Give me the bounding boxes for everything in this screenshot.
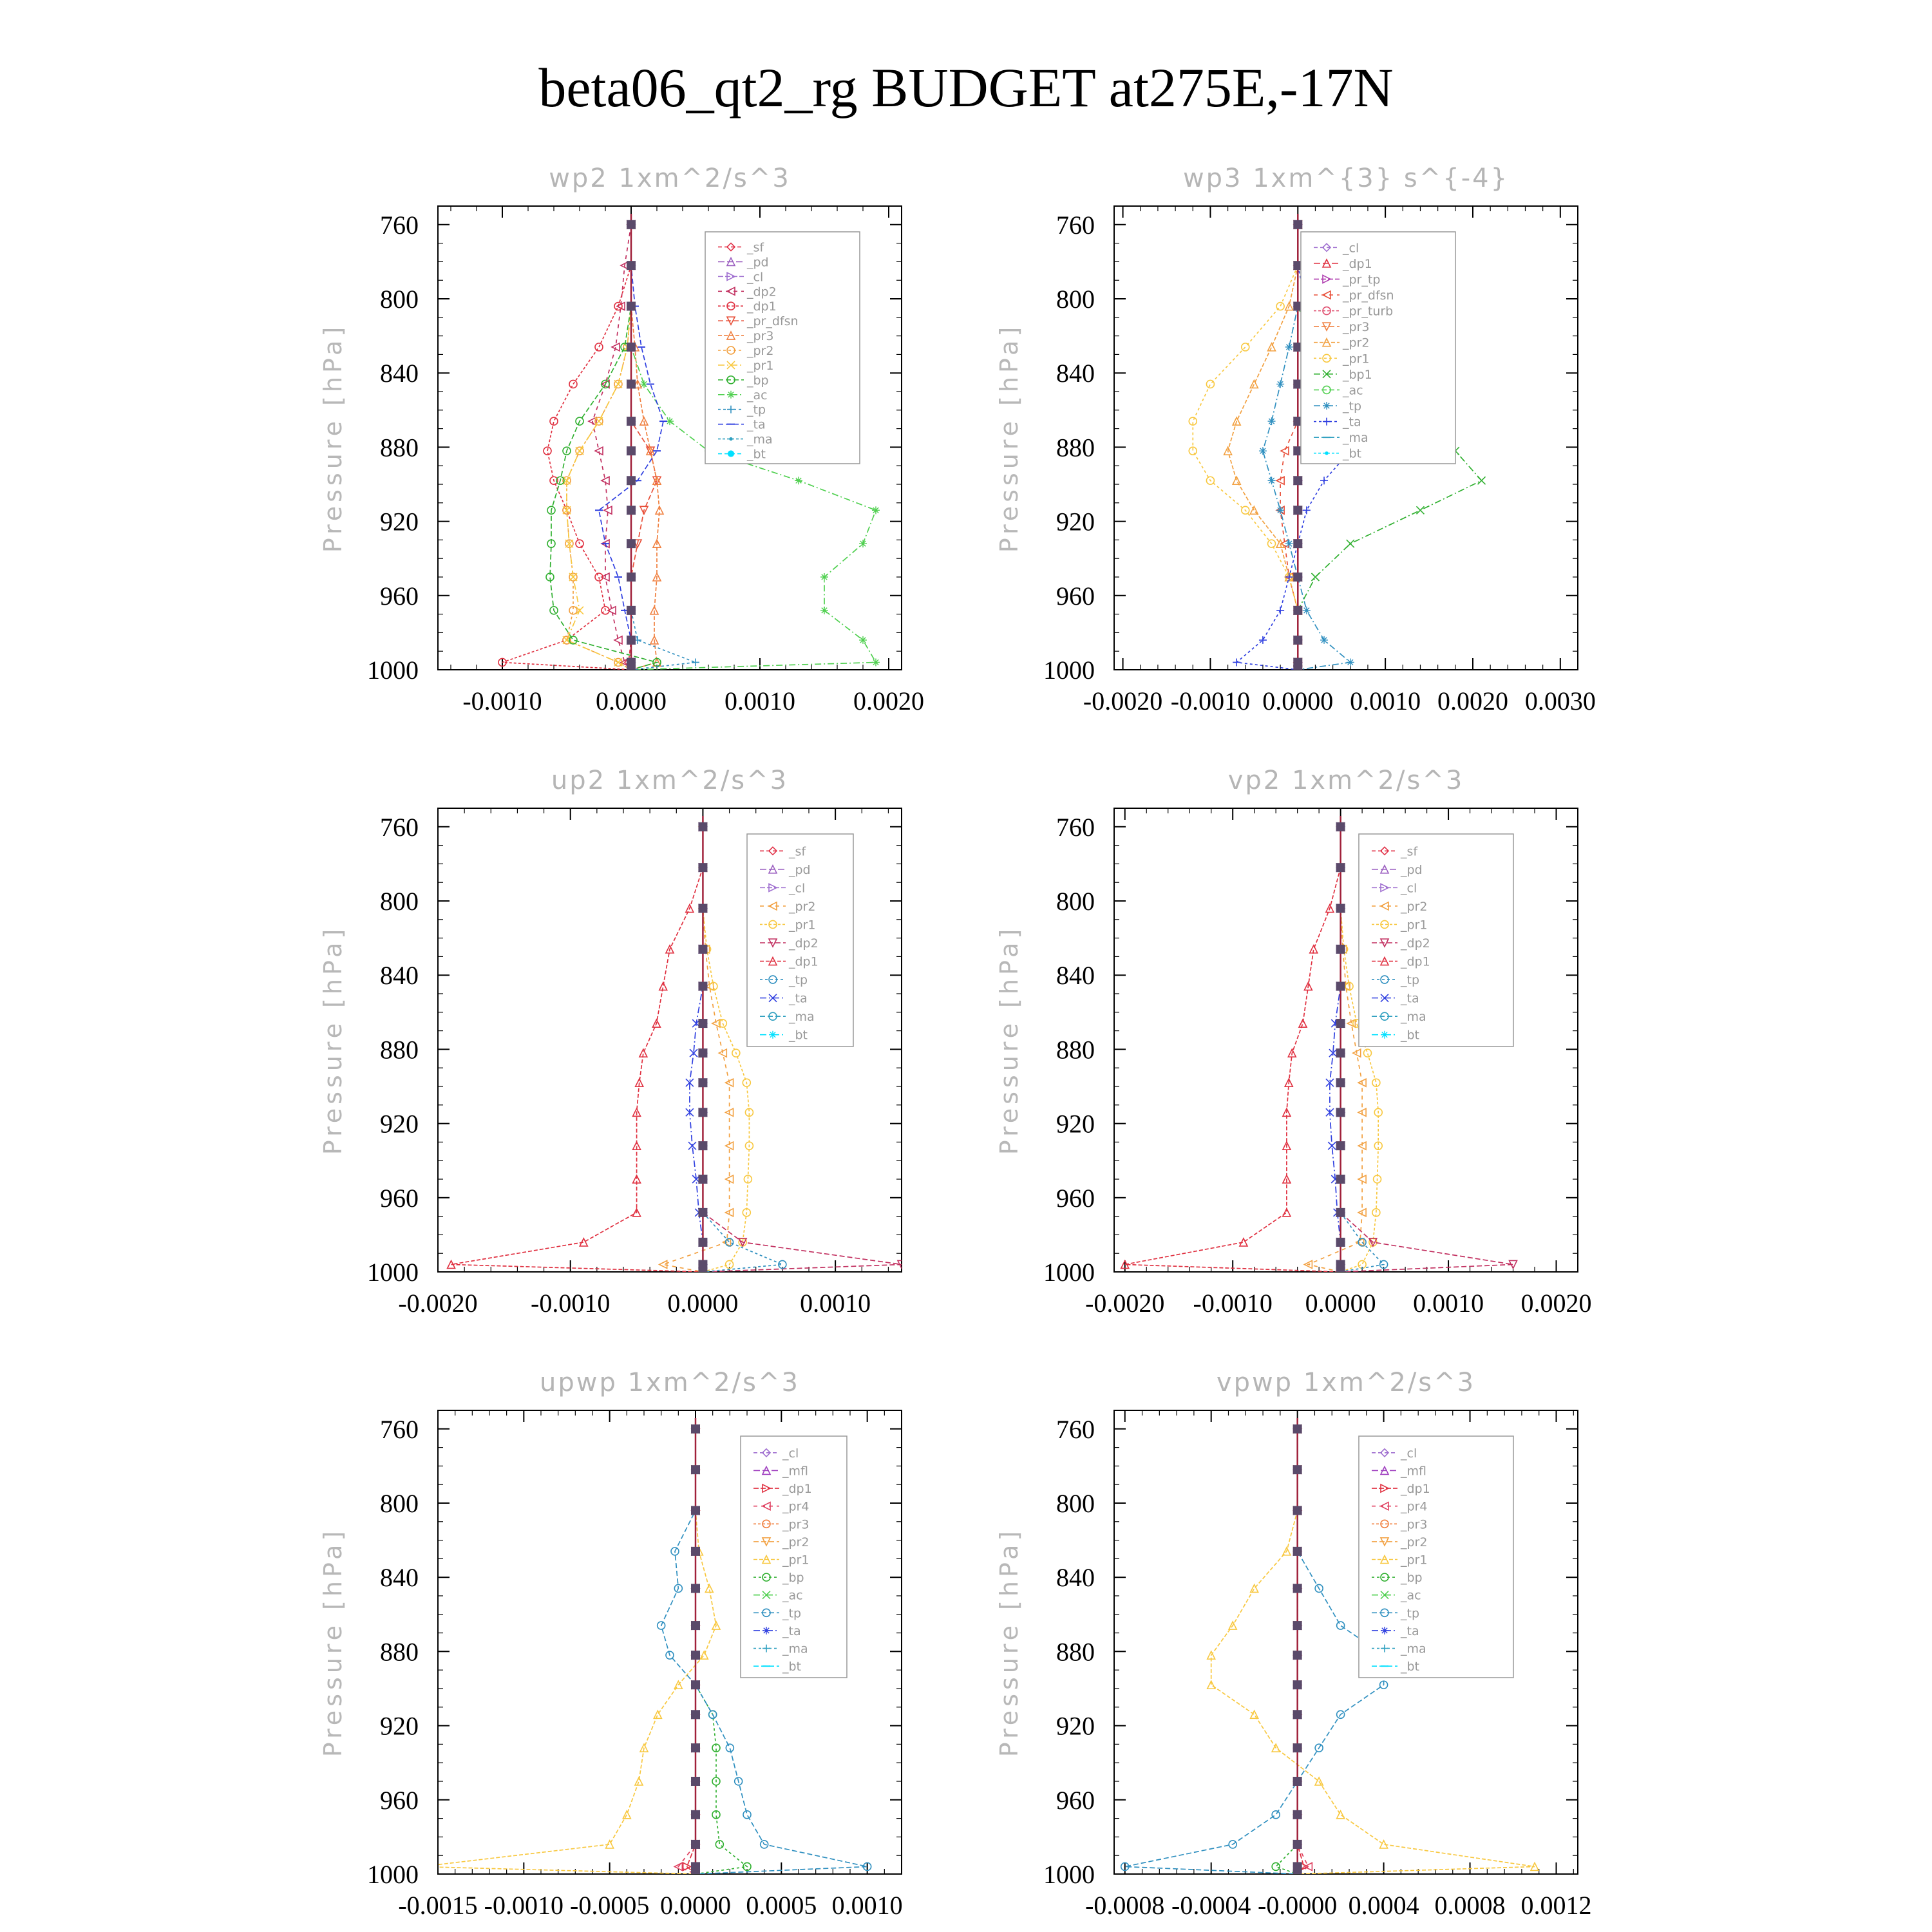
x-tick-label: -0.0010 (484, 1891, 564, 1920)
panel-title: up2 1xm^2/s^3 (551, 766, 789, 795)
zero-profile-marker (1336, 1141, 1345, 1150)
legend-entry: _pr2 (1401, 1535, 1428, 1549)
x-tick-label: 0.0008 (1434, 1891, 1506, 1920)
zero-profile-marker (698, 1078, 707, 1087)
legend-entry: _dp1 (1401, 1482, 1430, 1497)
zero-profile-marker (691, 1777, 700, 1786)
legend-entry: _mfl (782, 1464, 808, 1479)
y-tick-label: 800 (380, 285, 419, 314)
legend-entry: _bp (1401, 1571, 1423, 1586)
series-point_tp (1320, 636, 1328, 644)
y-tick-label: 1000 (367, 1258, 419, 1287)
zero-profile-marker (698, 1108, 707, 1117)
legend-entry: _bt (789, 1028, 808, 1043)
zero-profile-marker (698, 904, 707, 913)
series-point_tp (1285, 343, 1293, 351)
y-axis-label: Pressure [hPa] (319, 925, 347, 1155)
zero-profile-marker (1293, 636, 1302, 645)
panel-title: wp3 1xm^{3} s^{-4} (1182, 164, 1510, 193)
y-tick-label: 840 (1056, 1563, 1095, 1593)
series-point_ac (872, 658, 880, 666)
legend-entry: _ta (1343, 415, 1361, 430)
legend-entry: _ma (747, 432, 773, 447)
legend-entry: _ta (747, 417, 766, 432)
legend-entry: _bp (782, 1571, 804, 1586)
zero-profile-marker (1293, 476, 1302, 485)
zero-profile-marker (1336, 904, 1345, 913)
zero-profile-marker (627, 220, 636, 229)
zero-profile-marker (1293, 1680, 1302, 1689)
legend-entry: _pr1 (782, 1553, 810, 1567)
legend-entry: _ac (1343, 383, 1363, 398)
legend-entry: _sf (789, 844, 806, 859)
series-point_ac (872, 506, 880, 514)
legend-marker (728, 450, 734, 457)
x-tick-label: 0.0030 (1524, 687, 1596, 715)
series-point_tp (1276, 506, 1284, 514)
x-tick-label: 0.0000 (596, 687, 667, 715)
series-point_ac (820, 573, 828, 581)
y-axis-label: Pressure [hPa] (995, 323, 1023, 553)
zero-profile-marker (698, 1175, 707, 1184)
zero-profile-marker (691, 1840, 700, 1849)
legend-entry: _dp1 (1343, 256, 1372, 271)
legend-entry: _bt (1401, 1028, 1420, 1043)
legend-entry: _pr3 (747, 329, 774, 344)
zero-profile-marker (1336, 822, 1345, 831)
legend-entry: _cl (789, 881, 806, 896)
legend-entry: _tp (1401, 973, 1420, 988)
legend-entry: _pr2 (1343, 336, 1370, 350)
x-tick-label: 0.0000 (667, 1289, 739, 1318)
zero-profile-marker (1293, 1506, 1302, 1515)
legend-entry: _pd (789, 862, 811, 877)
zero-profile-marker (1336, 863, 1345, 872)
legend-marker (762, 1627, 770, 1634)
y-tick-label: 840 (380, 359, 419, 388)
legend-entry: _pr3 (782, 1517, 810, 1532)
legend-entry: _cl (747, 270, 764, 285)
legend-entry: _pd (1401, 862, 1423, 877)
y-tick-label: 760 (1056, 1414, 1095, 1444)
zero-profile-marker (698, 1208, 707, 1217)
legend-entry: _mfl (1401, 1464, 1426, 1479)
legend-entry: _tp (1401, 1606, 1420, 1621)
y-tick-label: 960 (1056, 1785, 1095, 1815)
legend-entry: _dp1 (782, 1482, 812, 1497)
x-tick-label: -0.0010 (531, 1289, 611, 1318)
zero-profile-marker (1293, 1710, 1302, 1719)
zero-profile-marker (1293, 606, 1302, 615)
x-tick-label: -0.0020 (1085, 1289, 1165, 1318)
x-tick-label: -0.0020 (398, 1289, 478, 1318)
legend-entry: _pr1 (1343, 352, 1370, 366)
legend-entry: _pd (747, 255, 769, 270)
zero-profile-marker (1336, 1108, 1345, 1117)
x-tick-label: 0.0010 (1413, 1289, 1484, 1318)
zero-profile-marker (1293, 1810, 1302, 1819)
zero-profile-marker (627, 539, 636, 548)
y-tick-label: 760 (1056, 812, 1095, 842)
legend-entry: _dp1 (789, 954, 819, 969)
y-tick-label: 840 (1056, 961, 1095, 990)
y-tick-label: 760 (1056, 210, 1095, 240)
zero-profile-marker (698, 1141, 707, 1150)
zero-profile-marker (627, 606, 636, 615)
legend-marker (769, 1031, 777, 1039)
legend-entry: _cl (1343, 241, 1359, 256)
zero-profile-marker (1293, 539, 1302, 548)
legend-entry: _ma (782, 1642, 808, 1656)
x-tick-label: 0.0020 (853, 687, 924, 715)
y-tick-label: 880 (380, 1637, 419, 1667)
legend-entry: _ma (1343, 431, 1368, 446)
y-tick-label: 800 (380, 887, 419, 916)
legend-entry: _ma (1401, 1642, 1426, 1656)
zero-profile-marker (1336, 1238, 1345, 1247)
panel-title: vpwp 1xm^2/s^3 (1216, 1368, 1476, 1397)
zero-profile-marker (691, 1710, 700, 1719)
y-tick-label: 800 (1056, 285, 1095, 314)
legend-marker (1325, 451, 1328, 455)
zero-profile-marker (698, 1048, 707, 1057)
y-tick-label: 920 (1056, 1109, 1095, 1139)
zero-profile-marker (1293, 1465, 1302, 1474)
x-tick-label: 0.0000 (660, 1891, 731, 1920)
x-tick-label: 0.0010 (724, 687, 795, 715)
zero-profile-marker (691, 1680, 700, 1689)
y-tick-label: 880 (1056, 1035, 1095, 1065)
x-tick-label: -0.0020 (1083, 687, 1163, 715)
zero-profile-marker (1293, 573, 1302, 582)
zero-profile-marker (698, 945, 707, 954)
zero-profile-marker (691, 1651, 700, 1660)
y-tick-label: 960 (1056, 1183, 1095, 1213)
zero-profile-marker (627, 302, 636, 311)
y-tick-label: 880 (380, 1035, 419, 1065)
x-tick-label: -0.0010 (1170, 687, 1251, 715)
legend (747, 834, 853, 1046)
y-tick-label: 1000 (367, 1860, 419, 1889)
legend-entry: _cl (1401, 1446, 1417, 1461)
y-tick-label: 840 (380, 961, 419, 990)
legend-entry: _ta (782, 1624, 801, 1638)
zero-profile-marker (627, 636, 636, 645)
y-tick-label: 840 (1056, 359, 1095, 388)
legend-entry: _tp (747, 402, 766, 417)
legend-entry: _bt (782, 1660, 802, 1674)
legend (705, 232, 860, 464)
legend-entry: _cl (1401, 881, 1417, 896)
x-tick-label: 0.0020 (1437, 687, 1508, 715)
legend-entry: _pr_turb (1343, 304, 1394, 319)
y-tick-label: 960 (380, 1785, 419, 1815)
zero-profile-marker (698, 981, 707, 990)
legend (1359, 834, 1513, 1046)
legend-entry: _sf (747, 240, 764, 255)
legend-entry: _ta (1401, 991, 1419, 1006)
legend-entry: _pr4 (782, 1499, 810, 1514)
legend-entry: _ac (782, 1588, 803, 1603)
y-axis-label: Pressure [hPa] (319, 1527, 347, 1757)
x-tick-label: -0.0010 (1193, 1289, 1273, 1318)
legend-entry: _pr_dfsn (1343, 289, 1394, 303)
y-tick-label: 880 (1056, 1637, 1095, 1667)
x-tick-label: -0.0005 (570, 1891, 650, 1920)
legend-entry: _pr1 (1401, 918, 1428, 933)
zero-profile-marker (691, 1584, 700, 1593)
legend-box (1359, 834, 1513, 1046)
legend-entry: _bt (1343, 446, 1362, 461)
zero-profile-marker (1293, 1777, 1302, 1786)
y-axis-label: Pressure [hPa] (319, 323, 347, 553)
legend-entry: _ma (789, 1010, 815, 1025)
x-tick-label: 0.0004 (1348, 1891, 1419, 1920)
series-point_tp (1268, 477, 1276, 484)
legend-entry: _pr1 (1401, 1553, 1428, 1567)
zero-profile-marker (691, 1547, 700, 1556)
zero-profile-marker (1293, 1621, 1302, 1630)
zero-profile-marker (1336, 1175, 1345, 1184)
legend-entry: _sf (1401, 844, 1418, 859)
zero-profile-marker (627, 506, 636, 515)
y-tick-label: 880 (1056, 433, 1095, 462)
legend-entry: _pr_tp (1343, 272, 1381, 287)
legend-entry: _pr_dfsn (747, 314, 799, 329)
x-tick-label: -0.0010 (462, 687, 542, 715)
y-tick-label: 760 (380, 210, 419, 240)
figure-title: beta06_qt2_rg BUDGET at275E,-17N (538, 57, 1394, 118)
legend (1301, 232, 1455, 464)
legend-entry: _ac (747, 388, 768, 402)
zero-profile-marker (1336, 1048, 1345, 1057)
zero-profile-marker (1293, 1651, 1302, 1660)
series-point_tp (1347, 658, 1354, 666)
x-tick-label: -0.0004 (1171, 1891, 1251, 1920)
legend-entry: _dp1 (747, 299, 777, 314)
x-tick-label: 0.0010 (831, 1891, 903, 1920)
panel-title: upwp 1xm^2/s^3 (540, 1368, 800, 1397)
series-point_ac (859, 636, 867, 644)
legend-entry: _dp2 (1401, 936, 1430, 951)
y-tick-label: 880 (380, 433, 419, 462)
legend-box (1301, 232, 1455, 464)
zero-profile-marker (1293, 1547, 1302, 1556)
legend-marker (729, 437, 732, 440)
legend-entry: _pr1 (789, 918, 816, 933)
y-tick-label: 920 (1056, 507, 1095, 536)
legend-entry: _bp1 (1343, 367, 1372, 382)
legend (1359, 1436, 1513, 1678)
y-tick-label: 960 (380, 1183, 419, 1213)
legend-entry: _bp (747, 373, 769, 388)
legend-entry: _cl (782, 1446, 799, 1461)
zero-profile-marker (698, 863, 707, 872)
zero-profile-marker (691, 1425, 700, 1434)
zero-profile-marker (691, 1743, 700, 1752)
legend-entry: _pr3 (1343, 320, 1370, 335)
y-tick-label: 840 (380, 1563, 419, 1593)
zero-profile-marker (1336, 1208, 1345, 1217)
zero-profile-marker (691, 1621, 700, 1630)
zero-profile-marker (1293, 1743, 1302, 1752)
zero-profile-marker (627, 476, 636, 485)
panel-title: vp2 1xm^2/s^3 (1227, 766, 1464, 795)
legend-entry: _bt (747, 447, 766, 462)
zero-profile-marker (1293, 220, 1302, 229)
y-tick-label: 1000 (1043, 656, 1095, 685)
x-tick-label: -0.0000 (1257, 1891, 1338, 1920)
legend-entry: _tp (782, 1606, 802, 1621)
zero-profile-marker (627, 343, 636, 352)
y-tick-label: 1000 (1043, 1860, 1095, 1889)
series-point_ac (795, 477, 802, 484)
zero-profile-marker (627, 446, 636, 455)
zero-profile-marker (1293, 1425, 1302, 1434)
legend-entry: _pr4 (1401, 1499, 1428, 1514)
y-tick-label: 760 (380, 812, 419, 842)
x-tick-label: 0.0012 (1520, 1891, 1592, 1920)
y-tick-label: 760 (380, 1414, 419, 1444)
y-tick-label: 920 (380, 507, 419, 536)
legend-entry: _tp (789, 973, 808, 988)
legend-entry: _pr3 (1401, 1517, 1428, 1532)
zero-profile-marker (627, 573, 636, 582)
legend-entry: _pr2 (1401, 899, 1428, 914)
x-tick-label: 0.0010 (800, 1289, 871, 1318)
x-tick-label: 0.0000 (1305, 1289, 1376, 1318)
y-tick-label: 920 (380, 1109, 419, 1139)
legend-entry: _pr2 (747, 344, 774, 358)
x-tick-label: -0.0008 (1085, 1891, 1165, 1920)
y-tick-label: 800 (1056, 887, 1095, 916)
x-tick-label: 0.0010 (1350, 687, 1421, 715)
x-tick-label: 0.0005 (746, 1891, 817, 1920)
legend-entry: _pr1 (747, 358, 774, 373)
legend-entry: _bt (1401, 1660, 1420, 1674)
zero-profile-marker (1336, 1078, 1345, 1087)
y-tick-label: 920 (380, 1711, 419, 1741)
zero-profile-marker (698, 1238, 707, 1247)
zero-profile-marker (691, 1465, 700, 1474)
y-tick-label: 800 (380, 1489, 419, 1518)
y-tick-label: 800 (1056, 1489, 1095, 1518)
legend-marker (1381, 1031, 1388, 1039)
legend (741, 1436, 847, 1678)
y-axis-label: Pressure [hPa] (995, 1527, 1023, 1757)
zero-profile-marker (1336, 981, 1345, 990)
legend-entry: _ac (1401, 1588, 1421, 1603)
x-tick-label: 0.0000 (1262, 687, 1334, 715)
panel-title: wp2 1xm^2/s^3 (549, 164, 791, 193)
zero-profile-marker (1293, 506, 1302, 515)
y-tick-label: 960 (380, 581, 419, 611)
zero-profile-marker (1336, 945, 1345, 954)
zero-profile-marker (1293, 1584, 1302, 1593)
zero-profile-marker (627, 379, 636, 388)
legend-entry: _ma (1401, 1010, 1426, 1025)
legend-marker (1323, 402, 1331, 410)
legend-entry: _dp2 (747, 285, 777, 299)
legend-entry: _pr2 (782, 1535, 810, 1549)
zero-profile-marker (691, 1810, 700, 1819)
legend-entry: _dp1 (1401, 954, 1430, 969)
legend-entry: _tp (1343, 399, 1362, 413)
legend-marker (1381, 1627, 1388, 1634)
zero-profile-marker (1293, 1840, 1302, 1849)
legend-entry: _ta (1401, 1624, 1419, 1638)
y-tick-label: 1000 (367, 656, 419, 685)
legend-entry: _ta (789, 991, 808, 1006)
zero-profile-marker (691, 1506, 700, 1515)
zero-profile-marker (627, 261, 636, 270)
y-tick-label: 920 (1056, 1711, 1095, 1741)
y-axis-label: Pressure [hPa] (995, 925, 1023, 1155)
x-tick-label: -0.0015 (398, 1891, 478, 1920)
x-tick-label: 0.0020 (1520, 1289, 1592, 1318)
legend-entry: _pr2 (789, 899, 816, 914)
zero-profile-marker (698, 1019, 707, 1028)
legend-entry: _dp2 (789, 936, 819, 951)
zero-profile-marker (1336, 1019, 1345, 1028)
y-tick-label: 960 (1056, 581, 1095, 611)
zero-profile-marker (627, 417, 636, 426)
legend-marker (727, 391, 735, 399)
zero-profile-marker (698, 822, 707, 831)
y-tick-label: 1000 (1043, 1258, 1095, 1287)
series-point_tp (1268, 417, 1276, 425)
